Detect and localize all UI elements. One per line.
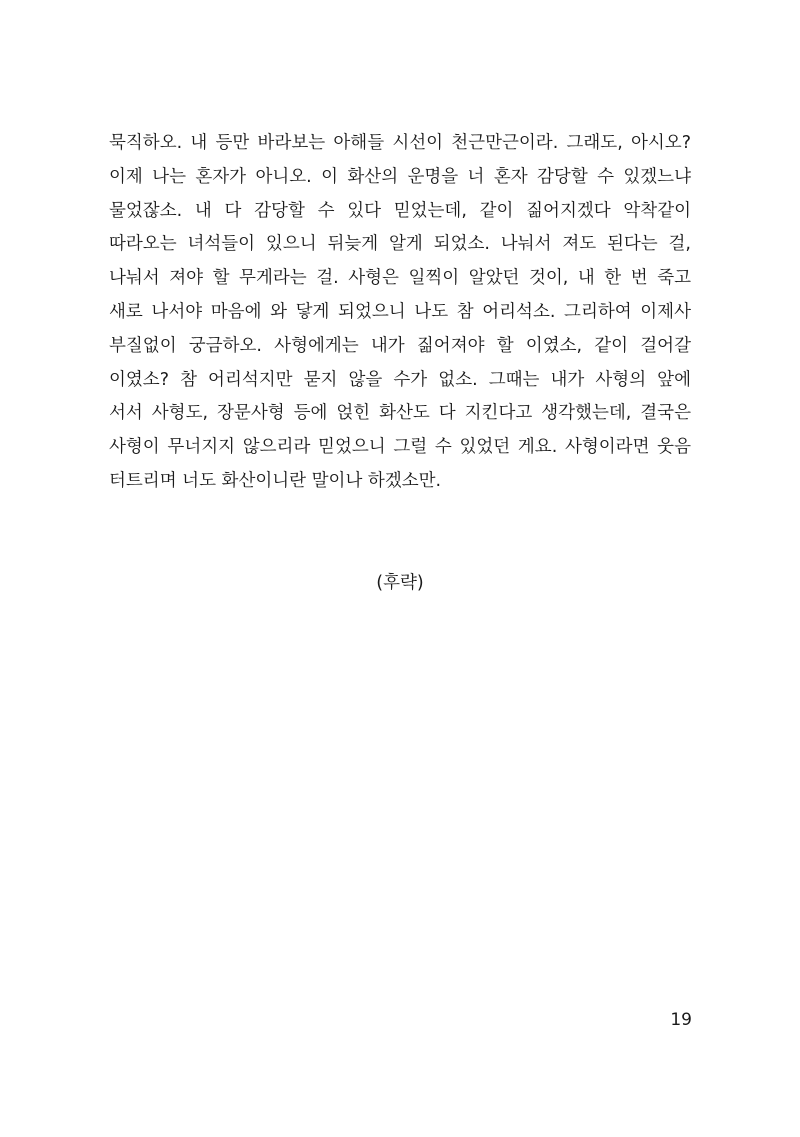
text-line: 새로 나서야 마음에 와 닿게 되었으니 나도 참 어리석소. 그리하여 이제사 [109, 301, 691, 322]
text-line: 서서 사형도, 장문사형 등에 얹힌 화산도 다 지킨다고 생각했는데, 결국은 [109, 403, 691, 424]
text-line: 이제 나는 혼자가 아니오. 이 화산의 운명을 너 혼자 감당할 수 있겠느냐 [109, 166, 691, 187]
text-line: 이였소? 참 어리석지만 묻지 않을 수가 없소. 그때는 내가 사형의 앞에 [109, 369, 691, 390]
body-paragraph [109, 127, 691, 499]
text-line: 나눠서 져야 할 무게라는 걸. 사형은 일찍이 알았던 것이, 내 한 번 죽고 [109, 268, 691, 289]
text-line: 묵직하오. 내 등만 바라보는 아해들 시선이 천근만근이라. 그래도, 아시오? [109, 133, 691, 153]
omission-note: (후략) [376, 573, 424, 593]
text-line: 부질없이 궁금하오. 사형에게는 내가 짊어져야 할 이였소, 같이 걸어갈 [109, 335, 691, 356]
page-number: 19 [670, 1010, 692, 1030]
text-line: 물었잖소. 내 다 감당할 수 있다 믿었는데, 같이 짊어지겠다 악착같이 [109, 200, 691, 221]
text-line: 사형이 무너지지 않으리라 믿었으니 그럴 수 있었던 게요. 사형이라면 웃음 [109, 437, 691, 458]
text-line: 터트리며 너도 화산이니란 말이나 하겠소만. [109, 470, 442, 491]
text-line: 따라오는 녀석들이 있으니 뒤늦게 알게 되었소. 나눠서 져도 된다는 걸, [109, 234, 691, 255]
